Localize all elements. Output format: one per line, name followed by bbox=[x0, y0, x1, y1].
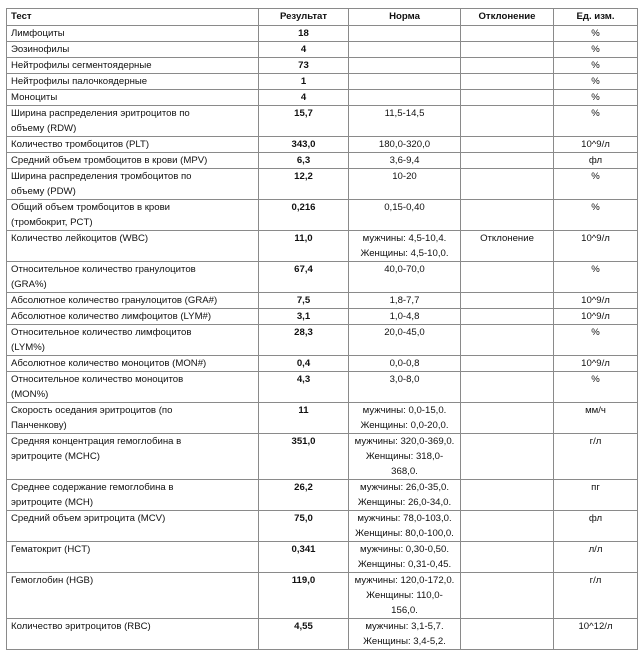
test-name-line: Панченкову) bbox=[11, 420, 67, 431]
test-name-line: (MON%) bbox=[11, 389, 49, 400]
result-cell: 0,216 bbox=[259, 200, 349, 231]
test-name-cell bbox=[7, 169, 259, 200]
table-row bbox=[7, 90, 638, 106]
test-name-cell bbox=[7, 42, 259, 58]
test-name-line: Относительное количество лимфоцитов bbox=[11, 327, 192, 338]
test-name-line: (GRA%) bbox=[11, 279, 47, 290]
test-name-cell bbox=[7, 434, 259, 480]
table-row bbox=[7, 356, 638, 372]
test-name-line: объему (RDW) bbox=[11, 123, 77, 134]
result-cell: 11 bbox=[259, 403, 349, 434]
deviation-cell bbox=[461, 169, 554, 200]
table-row bbox=[7, 372, 638, 403]
norm-cell bbox=[349, 58, 461, 74]
table-row bbox=[7, 309, 638, 325]
deviation-cell bbox=[461, 58, 554, 74]
norm-line: мужчины: 4,5-10,4. bbox=[362, 233, 447, 244]
unit-cell: 10^9/л bbox=[554, 231, 638, 262]
table-row bbox=[7, 619, 638, 650]
norm-line: 10-20 bbox=[392, 171, 417, 182]
table-row bbox=[7, 403, 638, 434]
test-name-line: Нейтрофилы палочкоядерные bbox=[11, 76, 148, 87]
deviation-cell bbox=[461, 309, 554, 325]
deviation-cell bbox=[461, 106, 554, 137]
test-name-line: Гемоглобин (HGB) bbox=[11, 575, 94, 586]
unit-cell: % bbox=[554, 200, 638, 231]
norm-line: Женщины: 80,0-100,0. bbox=[355, 528, 454, 539]
test-name-line: эритроците (MCHC) bbox=[11, 451, 100, 462]
header-test: Тест bbox=[7, 9, 259, 26]
norm-cell bbox=[349, 262, 461, 293]
test-name-line: Моноциты bbox=[11, 92, 58, 103]
deviation-cell bbox=[461, 511, 554, 542]
test-name-cell bbox=[7, 231, 259, 262]
result-cell: 26,2 bbox=[259, 480, 349, 511]
norm-line: мужчины: 0,0-15,0. bbox=[362, 405, 447, 416]
unit-cell: % bbox=[554, 26, 638, 42]
norm-cell bbox=[349, 356, 461, 372]
deviation-cell bbox=[461, 573, 554, 619]
table-row bbox=[7, 262, 638, 293]
test-name-cell bbox=[7, 573, 259, 619]
test-name-line: Количество лейкоцитов (WBC) bbox=[11, 233, 149, 244]
test-name-line: Абсолютное количество гранулоцитов (GRA#) bbox=[11, 295, 218, 306]
deviation-cell bbox=[461, 90, 554, 106]
header-result: Результат bbox=[259, 9, 349, 26]
result-cell: 1 bbox=[259, 74, 349, 90]
norm-line: Женщины: 110,0-156,0. bbox=[366, 590, 443, 616]
unit-cell: г/л bbox=[554, 573, 638, 619]
unit-cell: % bbox=[554, 74, 638, 90]
test-name-line: Средний объем эритроцита (MCV) bbox=[11, 513, 166, 524]
table-row bbox=[7, 153, 638, 169]
test-name-cell bbox=[7, 293, 259, 309]
norm-line: мужчины: 120,0-172,0. bbox=[354, 575, 455, 586]
norm-cell bbox=[349, 231, 461, 262]
norm-cell bbox=[349, 42, 461, 58]
norm-line: 3,6-9,4 bbox=[389, 155, 420, 166]
test-name-cell bbox=[7, 90, 259, 106]
unit-cell: % bbox=[554, 42, 638, 58]
result-cell: 0,4 bbox=[259, 356, 349, 372]
deviation-cell bbox=[461, 356, 554, 372]
norm-line: 40,0-70,0 bbox=[384, 264, 425, 275]
norm-cell bbox=[349, 293, 461, 309]
test-name-line: Лимфоциты bbox=[11, 28, 65, 39]
header-deviation: Отклонение bbox=[461, 9, 554, 26]
table-row bbox=[7, 74, 638, 90]
norm-line: мужчины: 26,0-35,0. bbox=[359, 482, 449, 493]
unit-cell: 10^9/л bbox=[554, 137, 638, 153]
test-name-line: Гематокрит (HCT) bbox=[11, 544, 91, 555]
unit-cell: % bbox=[554, 90, 638, 106]
result-cell: 351,0 bbox=[259, 434, 349, 480]
test-name-cell bbox=[7, 26, 259, 42]
test-name-cell bbox=[7, 542, 259, 573]
norm-cell bbox=[349, 434, 461, 480]
table-row bbox=[7, 480, 638, 511]
deviation-cell bbox=[461, 619, 554, 650]
norm-line: 0,0-0,8 bbox=[389, 358, 420, 369]
result-cell: 4 bbox=[259, 90, 349, 106]
norm-line: 20,0-45,0 bbox=[384, 327, 425, 338]
result-cell: 119,0 bbox=[259, 573, 349, 619]
test-name-line: (LYM%) bbox=[11, 342, 45, 353]
test-name-cell bbox=[7, 619, 259, 650]
result-cell: 73 bbox=[259, 58, 349, 74]
norm-line: мужчины: 78,0-103,0. bbox=[357, 513, 452, 524]
lab-results-table bbox=[6, 8, 638, 650]
norm-line: мужчины: 320,0-369,0. bbox=[354, 436, 455, 447]
test-name-line: Средний объем тромбоцитов в крови (MPV) bbox=[11, 155, 208, 166]
unit-cell: 10^12/л bbox=[554, 619, 638, 650]
results-body bbox=[7, 26, 638, 650]
unit-cell: 10^9/л bbox=[554, 309, 638, 325]
norm-line: 1,0-4,8 bbox=[389, 311, 420, 322]
norm-cell bbox=[349, 74, 461, 90]
table-row bbox=[7, 434, 638, 480]
test-name-cell bbox=[7, 356, 259, 372]
test-name-cell bbox=[7, 74, 259, 90]
test-name-line: Общий объем тромбоцитов в крови bbox=[11, 202, 171, 213]
norm-cell bbox=[349, 619, 461, 650]
norm-cell bbox=[349, 169, 461, 200]
deviation-cell bbox=[461, 542, 554, 573]
norm-cell bbox=[349, 511, 461, 542]
norm-line: 0,15-0,40 bbox=[384, 202, 425, 213]
deviation-cell bbox=[461, 434, 554, 480]
norm-cell bbox=[349, 480, 461, 511]
result-cell: 4,3 bbox=[259, 372, 349, 403]
deviation-cell bbox=[461, 153, 554, 169]
test-name-line: Скорость оседания эритроцитов (по bbox=[11, 405, 173, 416]
test-name-cell bbox=[7, 58, 259, 74]
unit-cell: % bbox=[554, 372, 638, 403]
deviation-cell bbox=[461, 262, 554, 293]
test-name-cell bbox=[7, 262, 259, 293]
norm-cell bbox=[349, 90, 461, 106]
unit-cell: фл bbox=[554, 153, 638, 169]
unit-cell: % bbox=[554, 106, 638, 137]
deviation-cell bbox=[461, 372, 554, 403]
norm-cell bbox=[349, 309, 461, 325]
table-row bbox=[7, 573, 638, 619]
unit-cell: 10^9/л bbox=[554, 293, 638, 309]
unit-cell: % bbox=[554, 169, 638, 200]
unit-cell: г/л bbox=[554, 434, 638, 480]
test-name-line: Среднее содержание гемоглобина в bbox=[11, 482, 174, 493]
unit-cell: 10^9/л bbox=[554, 356, 638, 372]
table-row bbox=[7, 200, 638, 231]
result-cell: 18 bbox=[259, 26, 349, 42]
test-name-cell bbox=[7, 200, 259, 231]
result-cell: 4,55 bbox=[259, 619, 349, 650]
test-name-cell bbox=[7, 106, 259, 137]
deviation-cell bbox=[461, 325, 554, 356]
deviation-cell: Отклонение bbox=[461, 231, 554, 262]
deviation-cell bbox=[461, 137, 554, 153]
norm-line: Женщины: 0,0-20,0. bbox=[360, 420, 449, 431]
result-cell: 28,3 bbox=[259, 325, 349, 356]
result-cell: 12,2 bbox=[259, 169, 349, 200]
norm-line: 3,0-8,0 bbox=[389, 374, 420, 385]
test-name-line: Ширина распределения эритроцитов по bbox=[11, 108, 190, 119]
test-name-line: Абсолютное количество лимфоцитов (LYM#) bbox=[11, 311, 212, 322]
table-row bbox=[7, 169, 638, 200]
test-name-line: Количество тромбоцитов (PLT) bbox=[11, 139, 150, 150]
deviation-cell bbox=[461, 200, 554, 231]
test-name-cell bbox=[7, 309, 259, 325]
norm-cell bbox=[349, 106, 461, 137]
norm-cell bbox=[349, 153, 461, 169]
table-row bbox=[7, 106, 638, 137]
table-row bbox=[7, 293, 638, 309]
table-row bbox=[7, 42, 638, 58]
table-row bbox=[7, 26, 638, 42]
unit-cell: пг bbox=[554, 480, 638, 511]
norm-line: 11,5-14,5 bbox=[384, 108, 425, 119]
result-cell: 6,3 bbox=[259, 153, 349, 169]
test-name-line: Средняя концентрация гемоглобина в bbox=[11, 436, 182, 447]
deviation-cell bbox=[461, 26, 554, 42]
norm-cell bbox=[349, 200, 461, 231]
test-name-cell bbox=[7, 153, 259, 169]
deviation-cell bbox=[461, 293, 554, 309]
result-cell: 3,1 bbox=[259, 309, 349, 325]
test-name-line: Эозинофилы bbox=[11, 44, 70, 55]
result-cell: 7,5 bbox=[259, 293, 349, 309]
norm-cell bbox=[349, 542, 461, 573]
header-unit: Ед. изм. bbox=[554, 9, 638, 26]
header-norm: Норма bbox=[349, 9, 461, 26]
table-row bbox=[7, 542, 638, 573]
test-name-line: Относительное количество моноцитов bbox=[11, 374, 184, 385]
test-name-line: (тромбокрит, PCT) bbox=[11, 217, 93, 228]
norm-line: Женщины: 26,0-34,0. bbox=[357, 497, 452, 508]
test-name-line: Нейтрофилы сегментоядерные bbox=[11, 60, 152, 71]
norm-line: Женщины: 0,31-0,45. bbox=[357, 559, 452, 570]
norm-line: 1,8-7,7 bbox=[389, 295, 420, 306]
test-name-cell bbox=[7, 403, 259, 434]
test-name-cell bbox=[7, 372, 259, 403]
table-row bbox=[7, 511, 638, 542]
result-cell: 11,0 bbox=[259, 231, 349, 262]
norm-cell bbox=[349, 137, 461, 153]
unit-cell: л/л bbox=[554, 542, 638, 573]
result-cell: 0,341 bbox=[259, 542, 349, 573]
table-row bbox=[7, 137, 638, 153]
result-cell: 75,0 bbox=[259, 511, 349, 542]
test-name-cell bbox=[7, 511, 259, 542]
result-cell: 15,7 bbox=[259, 106, 349, 137]
unit-cell: мм/ч bbox=[554, 403, 638, 434]
unit-cell: % bbox=[554, 262, 638, 293]
deviation-cell bbox=[461, 74, 554, 90]
norm-cell bbox=[349, 403, 461, 434]
unit-cell: фл bbox=[554, 511, 638, 542]
test-name-line: эритроците (MCH) bbox=[11, 497, 94, 508]
norm-cell bbox=[349, 325, 461, 356]
norm-cell bbox=[349, 26, 461, 42]
test-name-cell bbox=[7, 137, 259, 153]
table-row bbox=[7, 325, 638, 356]
norm-cell bbox=[349, 372, 461, 403]
deviation-cell bbox=[461, 480, 554, 511]
result-cell: 4 bbox=[259, 42, 349, 58]
norm-line: Женщины: 3,4-5,2. bbox=[363, 636, 446, 647]
test-name-cell bbox=[7, 480, 259, 511]
norm-line: мужчины: 3,1-5,7. bbox=[365, 621, 444, 632]
table-row bbox=[7, 58, 638, 74]
unit-cell: % bbox=[554, 325, 638, 356]
result-cell: 67,4 bbox=[259, 262, 349, 293]
norm-line: 180,0-320,0 bbox=[378, 139, 431, 150]
deviation-cell bbox=[461, 403, 554, 434]
deviation-cell bbox=[461, 42, 554, 58]
norm-line: Женщины: 4,5-10,0. bbox=[360, 248, 449, 259]
test-name-line: Относительное количество гранулоцитов bbox=[11, 264, 196, 275]
table-row bbox=[7, 231, 638, 262]
norm-line: мужчины: 0,30-0,50. bbox=[359, 544, 449, 555]
test-name-line: Ширина распределения тромбоцитов по bbox=[11, 171, 192, 182]
unit-cell: % bbox=[554, 58, 638, 74]
test-name-cell bbox=[7, 325, 259, 356]
header-row bbox=[7, 9, 638, 26]
result-cell: 343,0 bbox=[259, 137, 349, 153]
test-name-line: Абсолютное количество моноцитов (MON#) bbox=[11, 358, 207, 369]
test-name-line: объему (PDW) bbox=[11, 186, 76, 197]
test-name-line: Количество эритроцитов (RBC) bbox=[11, 621, 151, 632]
norm-line: Женщины: 318,0-368,0. bbox=[365, 451, 444, 477]
norm-cell bbox=[349, 573, 461, 619]
